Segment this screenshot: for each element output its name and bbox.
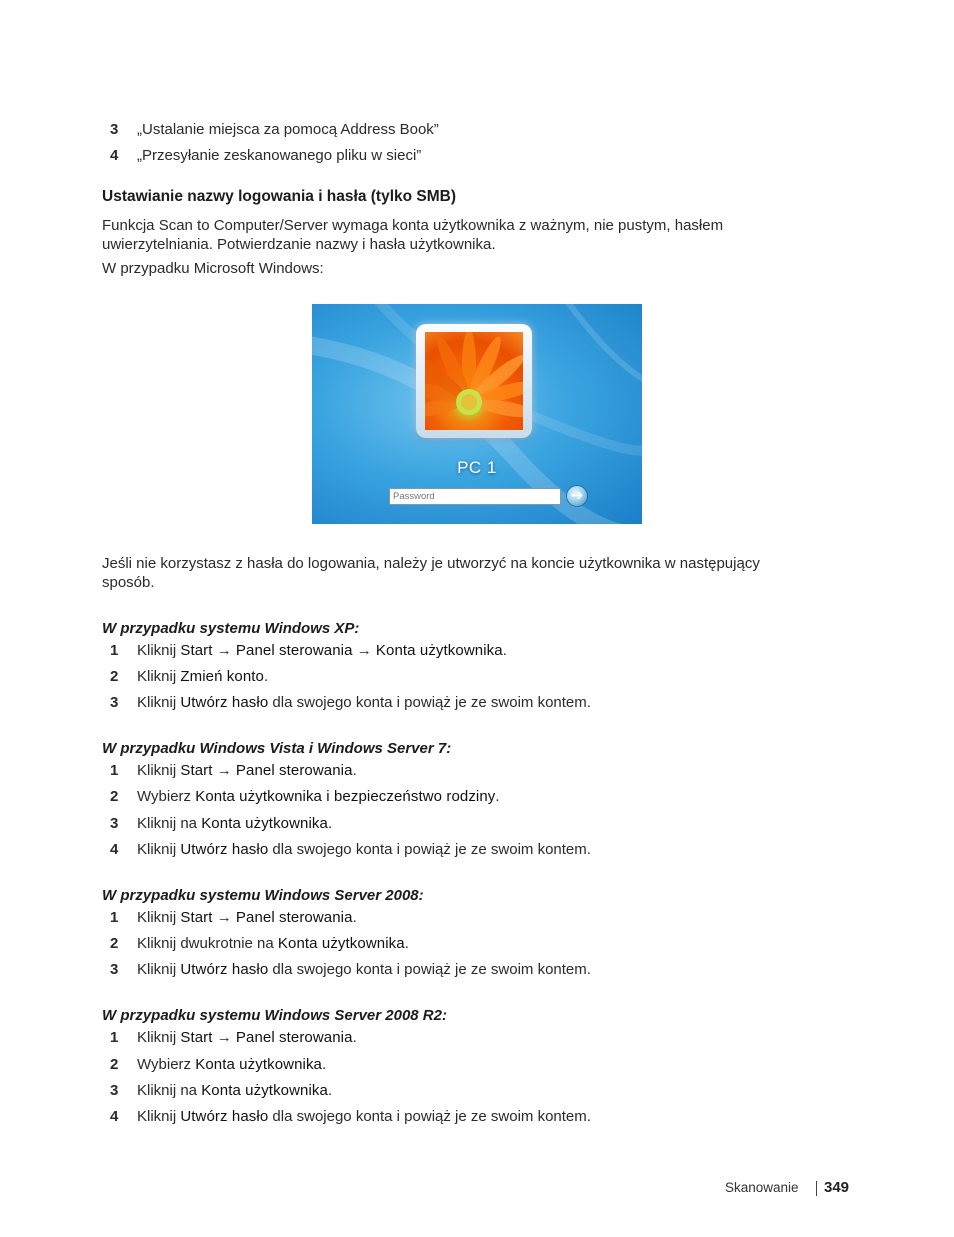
windows-login-screenshot	[312, 304, 642, 524]
step-text: Wybierz Konta użytkownika i bezpieczeństwo rodziny.	[137, 788, 500, 805]
step-text: Kliknij na Konta użytkownika.	[137, 1082, 333, 1099]
paragraph-windows: W przypadku Microsoft Windows:	[102, 260, 324, 277]
list-number: 4	[110, 147, 119, 164]
user-tile	[416, 324, 532, 438]
subsection-title-vista: W przypadku Windows Vista i Windows Server 7:	[102, 740, 452, 757]
flower-icon	[425, 332, 523, 430]
step-number: 3	[110, 694, 119, 711]
step-number: 3	[110, 961, 119, 978]
step-number: 3	[110, 1082, 119, 1099]
step-number: 3	[110, 815, 119, 832]
step-text: Kliknij Utwórz hasło dla swojego konta i powiąż je ze swoim kontem.	[137, 841, 591, 858]
arrow-right-icon: ➔	[566, 485, 588, 507]
subsection-title-server-2008-r2: W przypadku systemu Windows Server 2008 R2:	[102, 1007, 447, 1024]
step-text: Kliknij na Konta użytkownika.	[137, 815, 333, 832]
step-text: Kliknij Utwórz hasło dla swojego konta i powiąż je ze swoim kontem.	[137, 694, 591, 711]
paragraph-scan-requirement	[102, 216, 822, 254]
user-name-label: PC 1	[457, 458, 497, 477]
step-text: Wybierz Konta użytkownika.	[137, 1056, 327, 1073]
paragraph-line: Jeśli nie korzystasz z hasła do logowania, należy je utworzyć na koncie użytkownika w następujący	[102, 555, 760, 572]
flower-avatar	[425, 332, 523, 430]
step-text: Kliknij Utwórz hasło dla swojego konta i powiąż je ze swoim kontem.	[137, 1108, 591, 1125]
step-number: 1	[110, 909, 119, 926]
step-number: 4	[110, 1108, 119, 1125]
list-text: „Przesyłanie zeskanowanego pliku w sieci”	[137, 147, 422, 164]
footer-divider	[816, 1181, 817, 1196]
step-text: Kliknij dwukrotnie na Konta użytkownika.	[137, 935, 409, 952]
paragraph-create-password	[102, 554, 822, 592]
paragraph-line: uwierzytelniania. Potwierdzanie nazwy i hasła użytkownika.	[102, 236, 496, 253]
step-number: 2	[110, 788, 119, 805]
subsection-title-xp: W przypadku systemu Windows XP:	[102, 620, 360, 637]
subsection-title-server-2008: W przypadku systemu Windows Server 2008:	[102, 887, 424, 904]
step-number: 1	[110, 1029, 119, 1046]
step-text: Kliknij Utwórz hasło dla swojego konta i powiąż je ze swoim kontem.	[137, 961, 591, 978]
section-title: Ustawianie nazwy logowania i hasła (tylko SMB)	[102, 188, 456, 205]
paragraph-line: sposób.	[102, 574, 155, 591]
page-number: 349	[824, 1179, 850, 1196]
step-number: 2	[110, 1056, 119, 1073]
paragraph-line: Funkcja Scan to Computer/Server wymaga konta użytkownika z ważnym, nie pustym, hasłem	[102, 217, 724, 234]
list-number: 3	[110, 121, 119, 138]
password-field: Password	[389, 488, 561, 505]
step-text: Kliknij Zmień konto.	[137, 668, 269, 685]
step-number: 2	[110, 935, 119, 952]
step-number: 1	[110, 762, 119, 779]
step-number: 4	[110, 841, 119, 858]
step-text: Kliknij Start → Panel sterowania.	[137, 1029, 357, 1046]
list-text: „Ustalanie miejsca za pomocą Address Book”	[137, 121, 439, 138]
step-text: Kliknij Start → Panel sterowania → Konta użytkownika.	[137, 642, 507, 659]
step-text: Kliknij Start → Panel sterowania.	[137, 762, 357, 779]
step-number: 2	[110, 668, 119, 685]
footer-section-name: Skanowanie	[725, 1180, 799, 1195]
step-text: Kliknij Start → Panel sterowania.	[137, 909, 357, 926]
step-number: 1	[110, 642, 119, 659]
